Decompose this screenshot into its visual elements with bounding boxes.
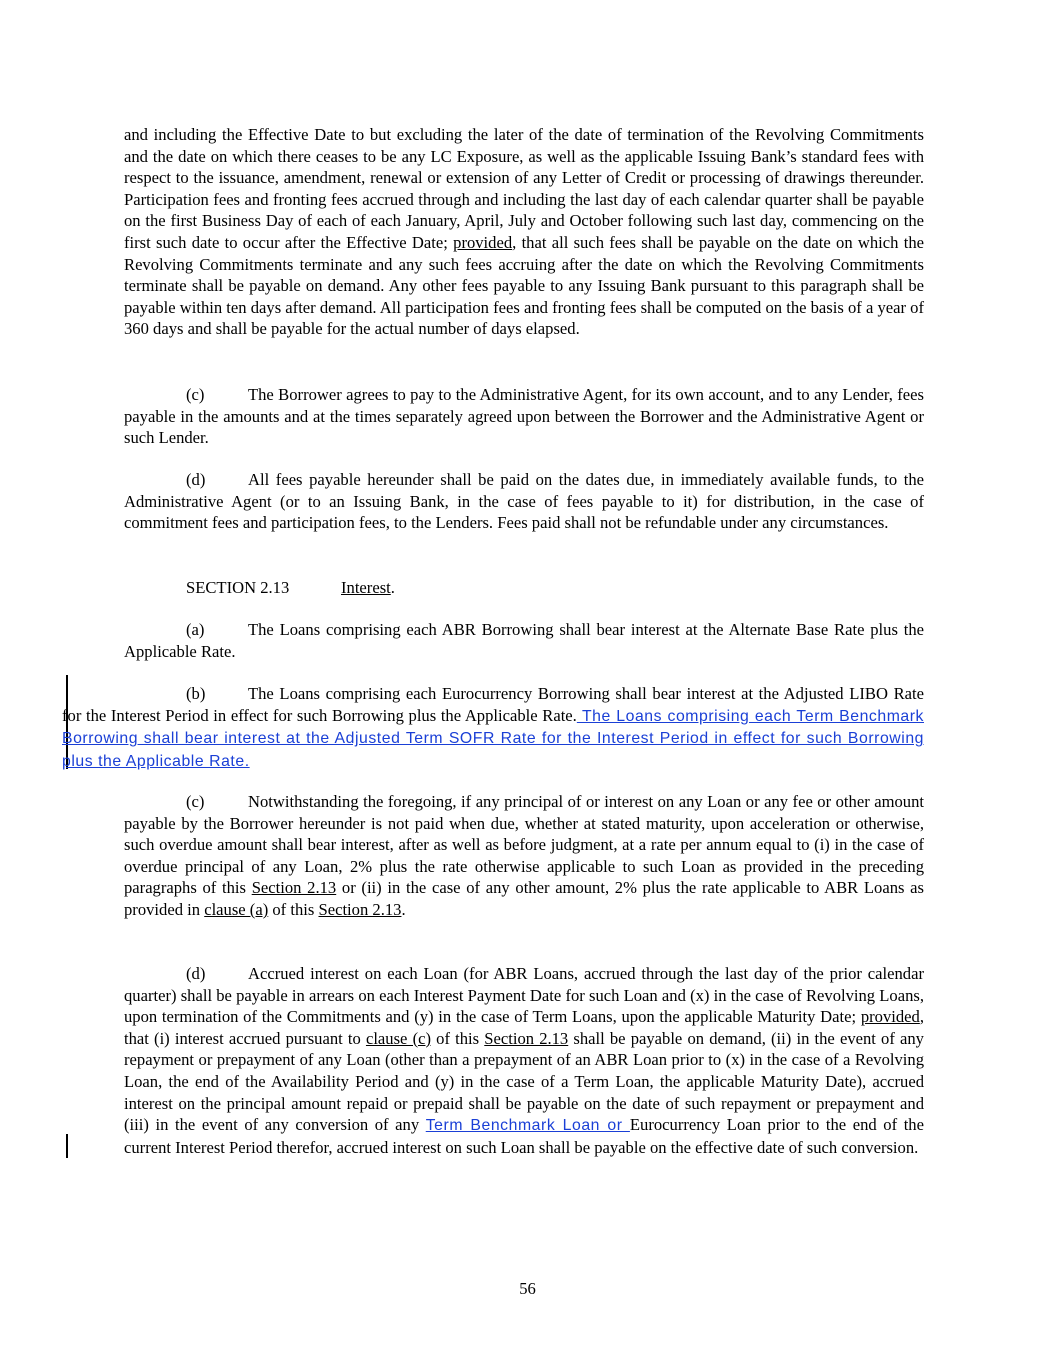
paragraph-label: (d) bbox=[186, 470, 206, 489]
paragraph-label: (d) bbox=[186, 964, 206, 983]
clause-reference: clause (c) bbox=[365, 1028, 431, 1048]
fees-paragraph-c: (c) The Borrower agrees to pay to the Administrative Agent, for its own account, and to any Lender, fees payable in the amounts and at the times separately agreed upon between the Borrower and the Administrative Agent or such Lender. bbox=[124, 385, 924, 448]
section-heading: SECTION 2.13 Interest. bbox=[186, 578, 395, 597]
section-number: SECTION 2.13 bbox=[186, 578, 290, 597]
change-bar bbox=[66, 1134, 68, 1158]
inserted-text: The Loans comprising each Term Benchmark Borrowing shall bear interest at the Adjusted Term SOFR Rate for the Interest Period in effect for such Borrowing plus the Applicable Rate. bbox=[62, 707, 924, 770]
provided-term: provided bbox=[453, 232, 513, 252]
intro-paragraph: and including the Effective Date to but excluding the later of the date of termination of the Revolving Commitments and the date on which there ceases to be any LC Exposure, as well as the applicable Issuing Bank’s standard fees with respect to the issuance, amendment, renewal or extension of any Letter of Credit or processing of drawings thereunder. Participation fees and fronting fees accrued through and including the last day of each calendar quarter shall be payable on the first Business Day of each of each January, April, July and October following such last day, commencing on the first such date to occur after the Effective Date; provided, that all such fees shall be payable on the date on which the Revolving Commitments terminate and any such fees accruing after the date on which the Revolving Commitments terminate shall be payable on demand. Any other fees payable to any Issuing Bank pursuant to this paragraph shall be payable within ten days after demand. All participation fees and fronting fees shall be computed on the basis of a year of 360 days and shall be payable for the actual number of days elapsed. bbox=[124, 125, 924, 339]
fees-paragraph-d: (d) All fees payable hereunder shall be paid on the dates due, in immediately available funds, to the Administrative Agent (or to an Issuing Bank, in the case of fees payable to it) for distribution, in the case of commitment fees and participation fees, to the Lenders. Fees paid shall not be refundable under any circumstances. bbox=[124, 470, 924, 533]
interest-paragraph-d: (d) Accrued interest on each Loan (for ABR Loans, accrued through the last day of the prior calendar quarter) shall be payable in arrears on each Interest Payment Date for such Loan and (x) in the case of Revolving Loans, upon termination of the Commitments and (y) in the case of Term Loans, upon the applicable Maturity Date; provided, that (i) interest accrued pursuant to clause (c) of this Section 2.13 shall be payable on demand, (ii) in the event of any repayment or prepayment of any Loan (other than a prepayment of an ABR Loan prior to (x) in the case of a Revolving Loan, the end of the Availability Period and (y) in the case of a Term Loan, the applicable Maturity Date), accrued interest on the principal amount repaid or prepaid shall be payable on the date of such repayment or prepayment and (iii) in the event of any conversion of any Term Benchmark Loan or Eurocurrency Loan prior to the end of the current Interest Period therefor, accrued interest on such Loan shall be payable on the effective date of such conversion. bbox=[124, 964, 924, 1157]
provided-term: provided bbox=[860, 1007, 920, 1027]
section-reference: Section 2.13 bbox=[484, 1028, 569, 1048]
section-reference: Section 2.13 bbox=[251, 878, 337, 898]
clause-reference: clause (a) bbox=[204, 899, 269, 919]
paragraph-label: (c) bbox=[186, 385, 205, 404]
interest-paragraph-a: (a) The Loans comprising each ABR Borrowing shall bear interest at the Alternate Base Rate plus the Applicable Rate. bbox=[124, 620, 924, 661]
interest-paragraph-c: (c) Notwithstanding the foregoing, if any principal of or interest on any Loan or any fee or other amount payable by the Borrower hereunder is not paid when due, whether at stated maturity, upon acceleration or otherwise, such overdue amount shall bear interest, after as well as before judgment, at a rate per annum equal to (i) in the case of overdue principal of any Loan, 2% plus the rate otherwise applicable to such Loan as provided in the preceding paragraphs of this Section 2.13 or (ii) in the case of any other amount, 2% plus the rate applicable to ABR Loans as provided in clause (a) of this Section 2.13. bbox=[124, 792, 924, 919]
section-reference: Section 2.13 bbox=[318, 899, 402, 919]
inserted-text: Term Benchmark Loan or bbox=[425, 1117, 630, 1135]
section-title: Interest bbox=[341, 578, 391, 597]
paragraph-label: (c) bbox=[186, 792, 205, 811]
page-number: 56 bbox=[519, 1279, 536, 1298]
paragraph-label: (b) bbox=[186, 684, 206, 703]
paragraph-label: (a) bbox=[186, 620, 205, 639]
interest-paragraph-b: (b) The Loans comprising each Eurocurrency Borrowing shall bear interest at the Adjusted LIBO Rate for the Interest Period in effect for such Borrowing plus the Applicable Rate. The Loans comprising each Term Benchmark Borrowing shall bear interest at the Adjusted Term SOFR Rate for the Interest Period in effect for such Borrowing plus the Applicable Rate. bbox=[62, 684, 924, 770]
